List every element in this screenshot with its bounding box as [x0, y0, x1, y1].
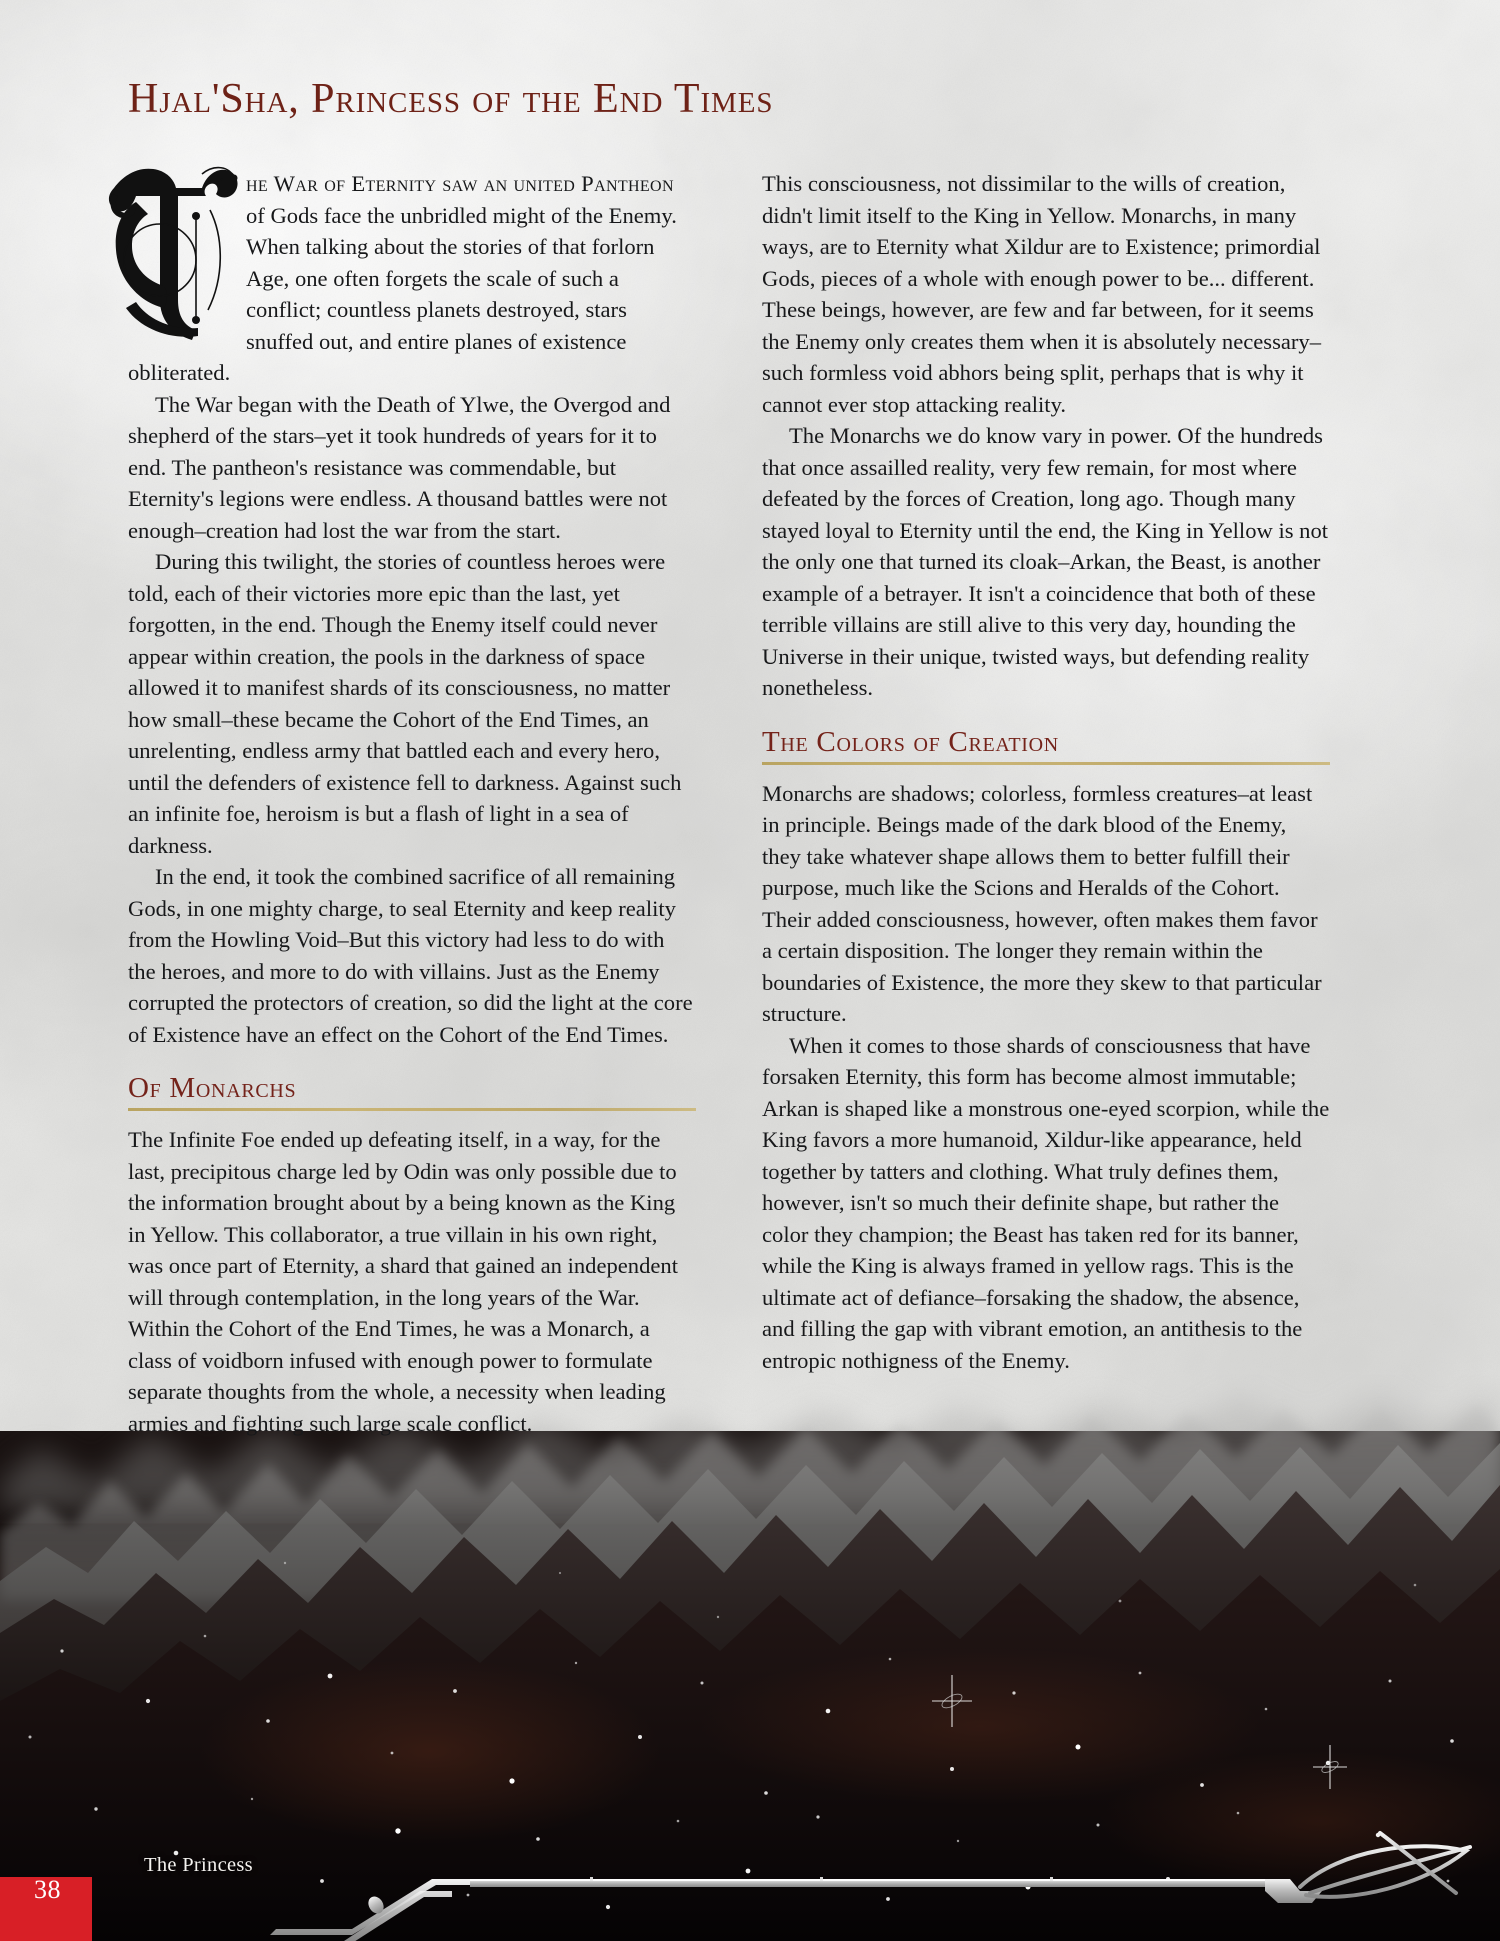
paragraph-monarchs-shadows: Monarchs are shadows; colorless, formless creatures–at least in principle. Beings made of the dark blood of the Enemy, they take whatever shape allows them to better fulfill their purpose, much like the Scions and Heralds of the Cohort. Their added consciousness, however, often makes them favor a certain disposition. The longer they remain within the boundaries of Existence, the more they skew to that particular structure. — [762, 780, 1322, 1027]
paragraph-combined-sacrifice: In the end, it took the combined sacrifice of all remaining Gods, in one mighty charge, to seal Eternity and keep reality from the Howling Void–But this victory had less to do with the heroes, and more to do with villains. Just as the Enemy corrupted the protectors of creation, so did the light at the core of Existence have an effect on the Cohort of the End Times. — [128, 864, 693, 1047]
section-heading-of-monarchs: Of Monarchs — [128, 1072, 297, 1104]
running-head: The Princess — [144, 1853, 253, 1876]
paragraph-consciousness: This consciousness, not dissimilar to the wills of creation, didn't limit itself to the King in Yellow. Monarchs, in many ways, are to Eternity what Xildur are to Existence; primordial Gods, pieces of a whole with enough power to be... different. These beings, however, are few and far between, for it seems the Enemy only creates them when it is absolutely necessary–such formless void abhors being split, perhaps that is why it cannot ever stop attacking reality. — [762, 171, 1322, 417]
footer-decorative-rule — [0, 1821, 1500, 1941]
paragraph-death-of-ylwe: The War began with the Death of Ylwe, the Overgod and shepherd of the stars–yet it took hundreds of years for it to end. The pantheon's resistance was commendable, but Eternity's legions were endless. A thousand battles were not enough–creation had lost the war from the start. — [128, 391, 671, 543]
opening-smallcaps-lead: he War of Eternity saw an united Pantheon — [246, 171, 674, 196]
column-right — [762, 168, 1330, 1376]
column-left — [128, 168, 696, 1439]
page-footer — [0, 1821, 1500, 1941]
paragraph-opening — [128, 168, 696, 389]
paragraph-monarchs-vary: The Monarchs we do know vary in power. Of the hundreds that once assailled reality, very few remain, for most where defeated by the forces of Creation, long ago. Though many stayed loyal to Eternity until the end, the King in Yellow is not the only one that turned its cloak–Arkan, the Beast, is another example of a betrayer. It isn't a coincidence that both of these terrible villains are still alive to this very day, hounding the Universe in their unique, twisted ways, but defending reality nonetheless. — [762, 423, 1329, 700]
paragraph-forsaken-eternity: When it comes to those shards of consciousness that have forsaken Eternity, this form has become almost immutable; Arkan is shaped like a monstrous one-eyed scorpion, while the King favors a more humanoid, Xildur-like appearance, held together by tatters and clothing. What truly defines them, however, isn't so much their definite shape, but rather the color they champion; the Beast has taken red for its banner, while the King is always framed in yellow rags. This is the ultimate act of defiance–forsaking the shadow, the absence, and filling the gap with vibrant emotion, an antithesis to the entropic nothigness of the Enemy. — [762, 1032, 1330, 1373]
paragraph-twilight-heroes: During this twilight, the stories of countless heroes were told, each of their victories more epic than the last, yet forgotten, in the end. Though the Enemy itself could never appear within creation, the pools in the darkness of space allowed it to manifest shards of its consciousness, no matter how small–these became the Cohort of the End Times, an unrelenting, endless army that battled each and every hero, until the defenders of existence fell to darkness. Against such an infinite foe, heroism is but a flash of light in a sea of darkness. — [128, 549, 682, 858]
section-rule-colors-of-creation — [762, 762, 1330, 765]
drop-cap-letter-t — [106, 150, 242, 346]
opening-body: of Gods face the unbridled might of the Enemy. When talking about the stories of that forlorn Age, one often forgets the scale of such a conflict; countless planets destroyed, stars snuffed out, and entire planes of existence obliterated. — [128, 202, 677, 385]
page-number: 38 — [34, 1875, 61, 1904]
paragraph-infinite-foe: The Infinite Foe ended up defeating itself, in a way, for the last, precipitous charge led by Odin was only possible due to the information brought about by a being known as the King in Yellow. This collaborator, a true villain in his own right, was once part of Eternity, a shard that gained an independent will through contemplation, in the long years of the War. Within the Cohort of the End Times, he was a Monarch, a class of voidborn infused with enough power to formulate separate thoughts from the whole, a necessity when leading armies and fighting such large scale conflict. — [128, 1127, 678, 1436]
page-title: Hjal'Sha, Princess of the End Times — [128, 76, 774, 122]
section-rule-of-monarchs — [128, 1108, 696, 1111]
section-heading-colors-of-creation: The Colors of Creation — [762, 725, 1059, 758]
